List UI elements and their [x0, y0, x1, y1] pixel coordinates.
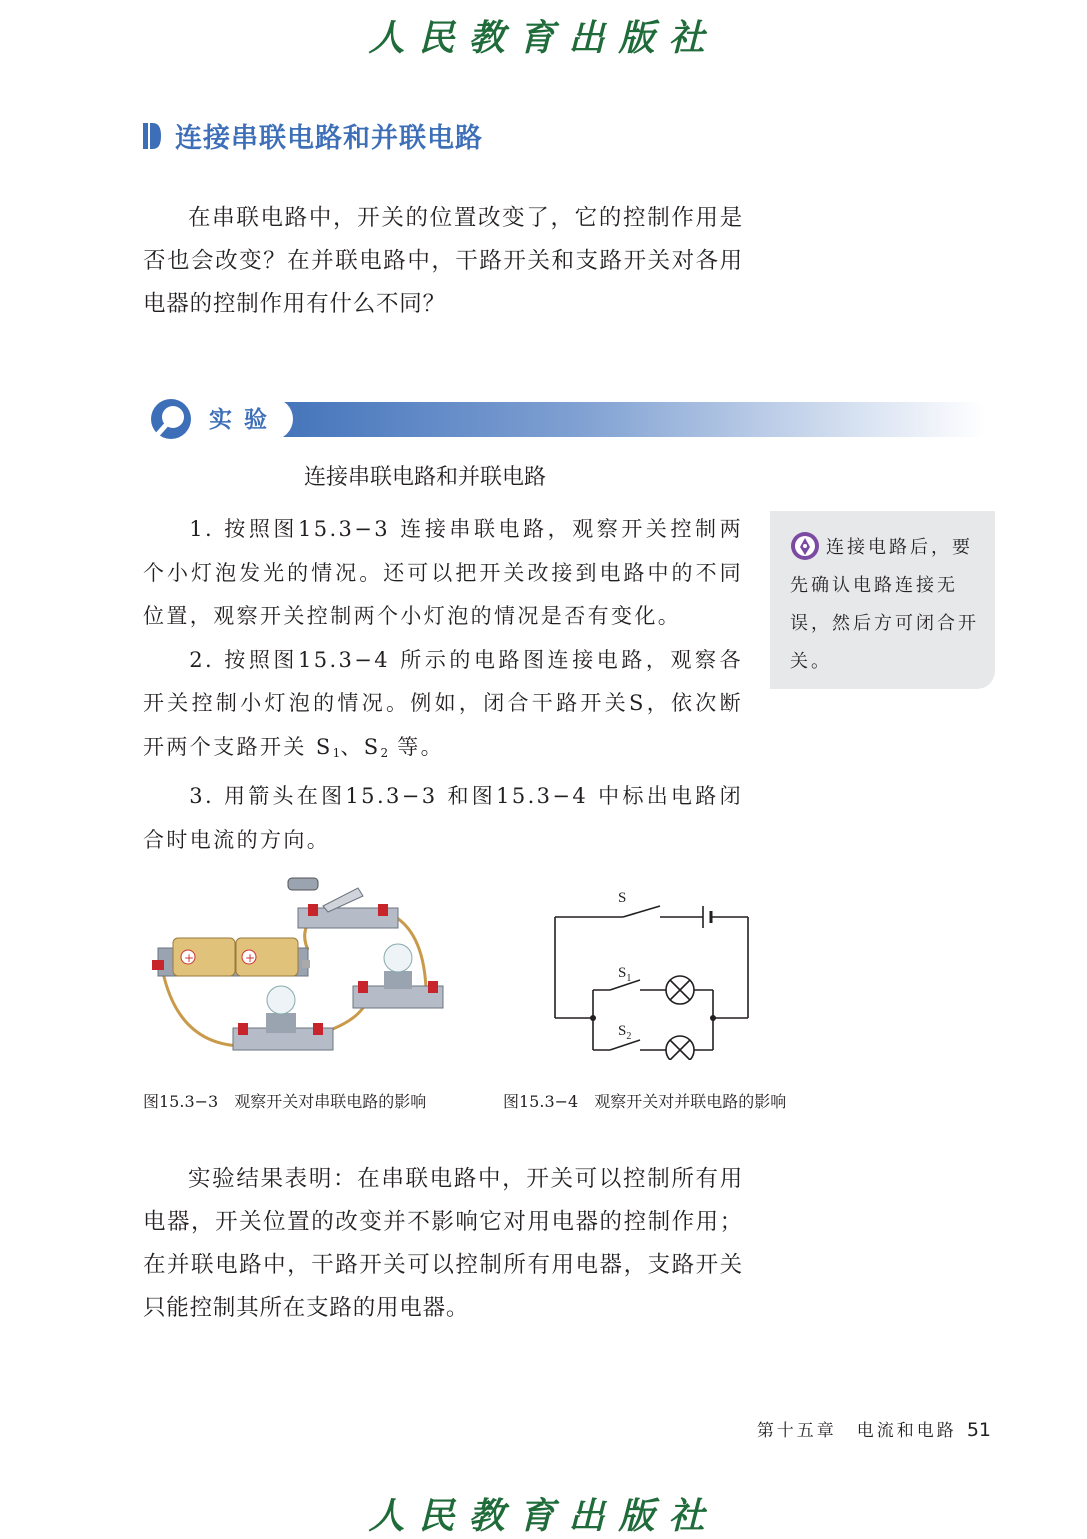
step-1: 1. 按照图15.3−3 连接串联电路，观察开关控制两个小灯泡发光的情况。还可以把开关改接到电路中的不同位置，观察开关控制两个小灯泡的情况是否有变化。 [143, 517, 743, 628]
label-s: S [618, 890, 627, 906]
experiment-banner-band [243, 402, 985, 437]
svg-text:+: + [184, 951, 195, 965]
page-number: 51 [966, 1419, 991, 1441]
chapter-label: 第十五章 电流和电路 [756, 1421, 957, 1441]
experiment-label: 实验 [209, 407, 279, 433]
step-2: 2. 按照图15.3−4 所示的电路图连接电路，观察各开关控制小灯泡的情况。例如，闭合干路开关S，依次断开两个支路开关 $S_1$、$S_2$ 等。 [143, 647, 743, 760]
conclusion-paragraph: 实验结果表明：在串联电路中，开关可以控制所有用电器，开关位置的改变并不影响它对用电器的控制作用；在并联电路中，干路开关可以控制所有用电器，支路开关只能控制其所在支路的用电器。 [143, 1166, 743, 1321]
lamp-1 [233, 986, 333, 1050]
pen-nib-icon [790, 531, 820, 561]
battery-holder [152, 938, 310, 976]
series-circuit-illustration [148, 868, 453, 1058]
experiment-heading: 连接串联电路和并联电路 [304, 465, 547, 490]
figure-caption-parallel: 图15.3−4 观察开关对并联电路的影响 [503, 1092, 787, 1111]
parallel-circuit-diagram [548, 880, 758, 1060]
junction-right [710, 1015, 716, 1021]
experiment-steps [143, 508, 743, 862]
lamp-2 [353, 944, 443, 1008]
experiment-banner [143, 398, 985, 440]
side-note [770, 511, 995, 689]
page-footer [757, 1416, 991, 1441]
step-3: 3. 用箭头在图15.3−3 和图15.3−4 中标出电路闭合时电流的方向。 [143, 784, 743, 852]
section-title: 连接串联电路和并联电路 [175, 123, 483, 154]
svg-text:+: + [245, 951, 256, 965]
junction-left [590, 1015, 596, 1021]
section-heading [143, 116, 483, 155]
publisher-logo-top: 人民教育出版社 [368, 17, 719, 59]
intro-paragraph: 在串联电路中，开关的位置改变了，它的控制作用是否也会改变？在并联电路中，干路开关和支路开关对各用电器的控制作用有什么不同？ [143, 205, 743, 317]
figure-caption-series: 图15.3−3 观察开关对串联电路的影响 [143, 1092, 427, 1111]
note-text: 连接电路后，要先确认电路连接无误，然后方可闭合开关。 [790, 537, 979, 672]
label-s1: $S_1$ [618, 965, 632, 984]
knife-switch [288, 878, 398, 928]
label-s2: $S_2$ [618, 1023, 632, 1042]
section-marker-icon [143, 121, 161, 151]
publisher-logo-bottom: 人民教育出版社 [368, 1495, 719, 1537]
magnifier-icon [146, 398, 196, 440]
